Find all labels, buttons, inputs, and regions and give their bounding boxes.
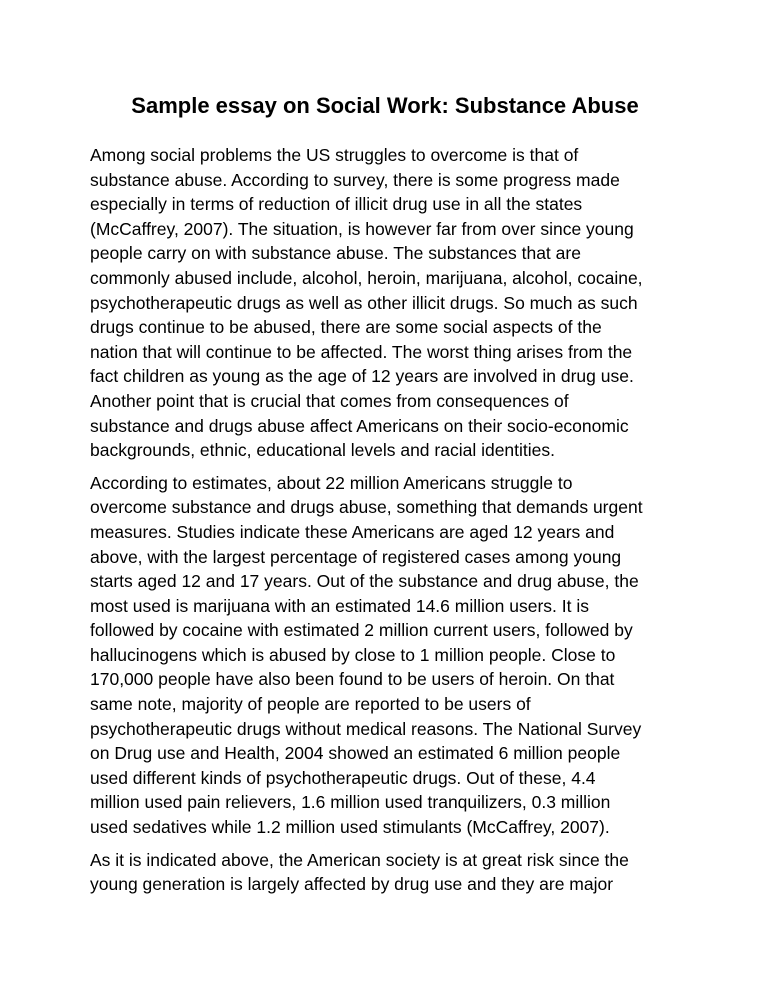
text-line: backgrounds, ethnic, educational levels and racial identities. (90, 440, 556, 461)
text-line: young generation is largely affected by drug use and they are major (90, 874, 614, 895)
text-line: Another point that is crucial that comes from consequences of (90, 390, 569, 411)
text-line: substance and drugs abuse affect Americans on their socio-economic (90, 415, 629, 436)
text-line: psychotherapeutic drugs without medical reasons. The National Survey (90, 718, 642, 739)
text-line: most used is marijuana with an estimated 14.6 million users. It is (90, 595, 589, 616)
document-body (90, 143, 680, 905)
text-line: especially in terms of reduction of illicit drug use in all the states (90, 194, 583, 215)
text-line: fact children as young as the age of 12 years are involved in drug use. (90, 366, 634, 387)
text-line: As it is indicated above, the American society is at great risk since the (90, 849, 629, 870)
text-line: According to estimates, about 22 million Americans struggle to (90, 472, 573, 493)
text-line: hallucinogens which is abused by close to 1 million people. Close to (90, 644, 616, 665)
text-line: nation that will continue to be affected. The worst thing arises from the (90, 341, 633, 362)
text-line: followed by cocaine with estimated 2 million current users, followed by (90, 620, 633, 641)
text-line: (McCaffrey, 2007). The situation, is however far from over since young (90, 218, 634, 239)
paragraph-2 (90, 471, 680, 840)
text-line: measures. Studies indicate these Americans are aged 12 years and (90, 521, 615, 542)
text-line: million used pain relievers, 1.6 million used tranquilizers, 0.3 million (90, 792, 611, 813)
text-line: used sedatives while 1.2 million used stimulants (McCaffrey, 2007). (90, 817, 610, 838)
text-line: drugs continue to be abused, there are some social aspects of the (90, 317, 602, 338)
document-title: Sample essay on Social Work: Substance Abuse (131, 93, 639, 118)
text-line: on Drug use and Health, 2004 showed an estimated 6 million people (90, 743, 621, 764)
text-line: same note, majority of people are reported to be users of (90, 694, 531, 715)
text-line: people carry on with substance abuse. The substances that are (90, 243, 581, 264)
text-line: substance abuse. According to survey, there is some progress made (90, 169, 620, 190)
paragraph-1 (90, 143, 680, 463)
text-line: overcome substance and drugs abuse, something that demands urgent (90, 497, 643, 518)
text-line: above, with the largest percentage of registered cases among young (90, 546, 622, 567)
text-line: commonly abused include, alcohol, heroin, marijuana, alcohol, cocaine, (90, 267, 643, 288)
text-line: Among social problems the US struggles to overcome is that of (90, 145, 579, 165)
text-line: starts aged 12 and 17 years. Out of the substance and drug abuse, the (90, 571, 639, 592)
paragraph-3 (90, 848, 680, 897)
text-line: 170,000 people have also been found to be users of heroin. On that (90, 669, 615, 690)
text-line: used different kinds of psychotherapeutic drugs. Out of these, 4.4 (90, 767, 596, 788)
text-line: psychotherapeutic drugs as well as other illicit drugs. So much as such (90, 292, 638, 313)
